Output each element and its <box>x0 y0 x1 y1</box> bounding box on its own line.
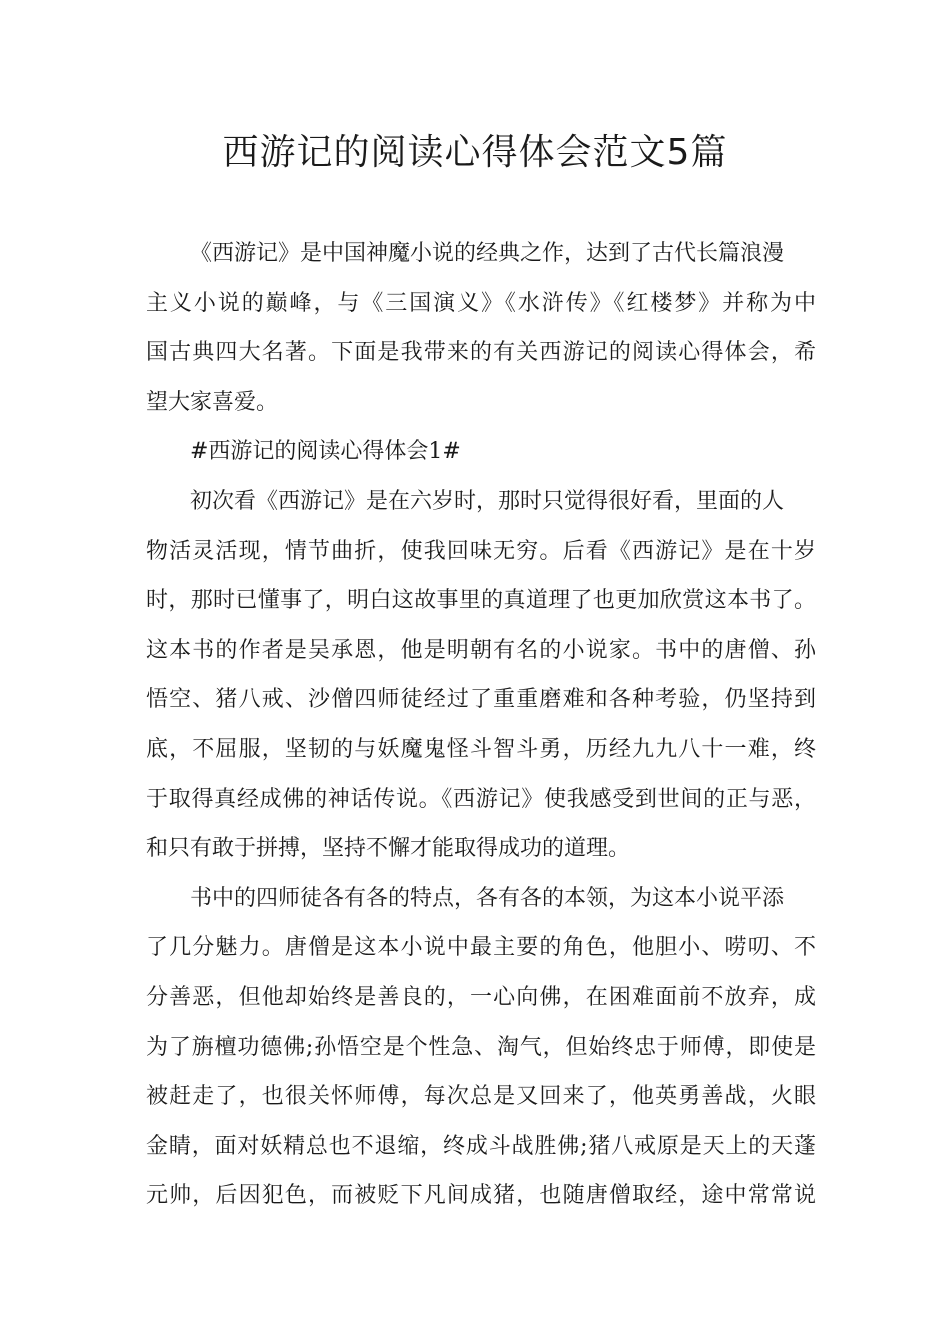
paragraph-line: 主义小说的巅峰，与《三国演义》《水浒传》《红楼梦》并称为中 <box>146 290 816 316</box>
document-title: 西游记的阅读心得体会范文5篇 <box>222 132 728 173</box>
paragraph-line: 元帅，后因犯色，而被贬下凡间成猪，也随唐僧取经，途中常常说 <box>146 1183 816 1209</box>
paragraph-line: 时，那时已懂事了，明白这故事里的真道理了也更加欣赏这本书了。 <box>146 588 816 614</box>
paragraph-line: 和只有敢于拼搏，坚持不懈才能取得成功的道理。 <box>146 836 631 862</box>
paragraph-line: 了几分魅力。唐僧是这本小说中最主要的角色，他胆小、唠叨、不 <box>146 935 816 961</box>
paragraph-line: 于取得真经成佛的神话传说。《西游记》使我感受到世间的正与恶， <box>146 786 816 812</box>
paragraph-line: 书中的四师徒各有各的特点，各有各的本领，为这本小说平添 <box>190 885 785 911</box>
paragraph-line: 《西游记》是中国神魔小说的经典之作，达到了古代长篇浪漫 <box>190 241 785 266</box>
paragraph-line: 被赶走了，也很关怀师傅，每次总是又回来了，他英勇善战，火眼 <box>146 1084 816 1110</box>
paragraph-line: 为了旃檀功德佛;孙悟空是个性急、淘气，但始终忠于师傅，即使是 <box>146 1034 816 1060</box>
section-heading: #西游记的阅读心得体会1# <box>190 439 461 465</box>
paragraph-line: 国古典四大名著。下面是我带来的有关西游记的阅读心得体会，希 <box>146 340 816 366</box>
paragraph-line: 初次看《西游记》是在六岁时，那时只觉得很好看，里面的人 <box>190 488 785 514</box>
paragraph-line: 物活灵活现，情节曲折，使我回味无穷。后看《西游记》是在十岁 <box>146 538 816 564</box>
paragraph-line: 底，不屈服，坚韧的与妖魔鬼怪斗智斗勇，历经九九八十一难，终 <box>146 736 816 762</box>
paragraph-line: 望大家喜爱。 <box>146 389 279 415</box>
paragraph-line: 分善恶，但他却始终是善良的，一心向佛，在困难面前不放弃，成 <box>146 984 816 1010</box>
paragraph-line: 这本书的作者是吴承恩，他是明朝有名的小说家。书中的唐僧、孙 <box>146 637 816 663</box>
paragraph-line: 悟空、猪八戒、沙僧四师徒经过了重重磨难和各种考验，仍坚持到 <box>146 687 816 713</box>
paragraph-line: 金睛，面对妖精总也不退缩，终成斗战胜佛;猪八戒原是天上的天蓬 <box>146 1133 816 1159</box>
document-body <box>146 229 816 1221</box>
